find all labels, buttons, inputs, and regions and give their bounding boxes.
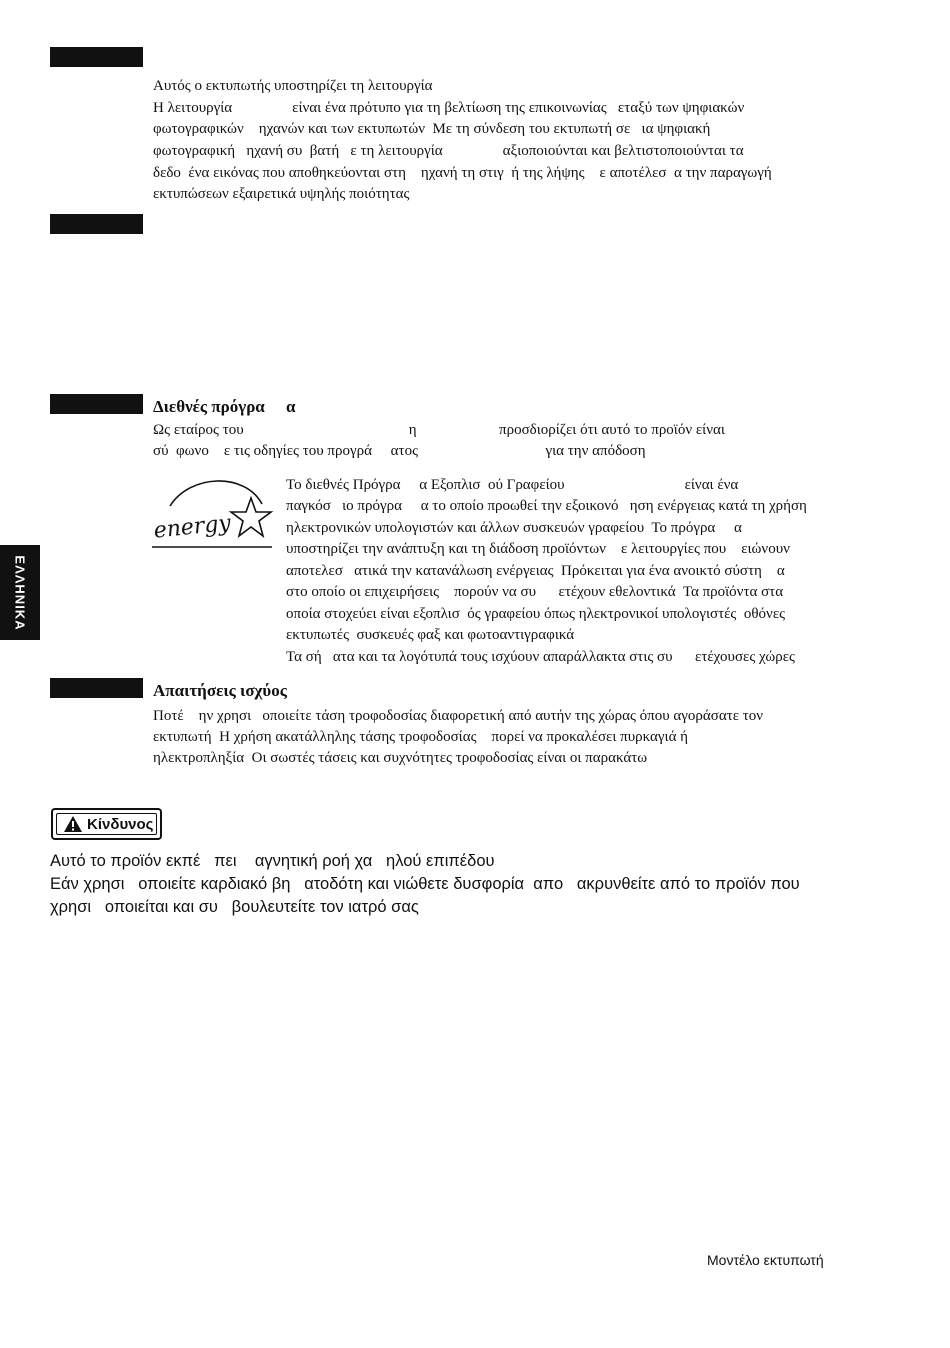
energy-body-line: εκτυπωτές συσκευές φαξ και φωτοαντιγραφικά xyxy=(286,627,575,643)
power-line: ηλεκτροπληξία Οι σωστές τάσεις και συχνότητες τροφοδοσίας είναι οι παρακάτω xyxy=(153,750,648,766)
power-line: εκτυπωτή Η χρήση ακατάλληλης τάσης τροφοδοσίας πορεί να προκαλέσει πυρκαγιά ή xyxy=(153,729,689,745)
intro-line: φωτογραφικών ηχανών και των εκτυπωτών Με τη σύνδεση του εκτυπωτή σε ια ψηφιακή xyxy=(153,121,711,137)
power-line: Ποτέ ην χρησι οποιείτε τάση τροφοδοσίας διαφορετική από αυτήν της χώρας όπου αγοράσατε τον xyxy=(153,708,764,724)
energy-body-line: Τα σή ατα και τα λογότυπά τους ισχύουν απαράλλακτα στις συ ετέχουσες χώρες xyxy=(286,649,795,665)
danger-line: χρησι οποιείται και συ βουλευτείτε τον ιατρό σας xyxy=(50,898,419,916)
energy-body-line: παγκόσ ιο πρόγρα α το οποίο προωθεί την εξοικονό ηση ενέργειας κατά τη χρήση xyxy=(286,498,807,514)
danger-label: Κίνδυνος xyxy=(87,815,154,833)
intro-line: δεδο ένα εικόνας που αποθηκεύονται στη ηχανή τη στιγ ή της λήψης ε αποτέλεσ α την παραγωγή xyxy=(153,165,772,181)
intro-line: Η λειτουργία είναι ένα πρότυπο για τη βελτίωση της επικοινωνίας εταξύ των ψηφιακών xyxy=(153,100,745,116)
partner-line: σύ φωνο ε τις οδηγίες του προγρά ατος για την απόδοση xyxy=(153,443,646,459)
danger-line: Αυτό το προϊόν εκπέ πει αγνητική ροή χα ηλού επιπέδου xyxy=(50,852,495,870)
power-heading: Απαιτήσεις ισχύος xyxy=(153,681,287,700)
energy-heading: Διεθνές πρόγρα α xyxy=(153,397,296,416)
intro-line: εκτυπώσεων εξαιρετικά υψηλής ποιότητας xyxy=(153,186,410,202)
energy-body-line: υποστηρίζει την ανάπτυξη και τη διάδοση προϊόντων ε λειτουργίες που ειώνουν xyxy=(286,541,790,557)
printer-model-label: Μοντέλο εκτυπωτή xyxy=(707,1252,824,1268)
danger-label-box xyxy=(51,808,162,840)
section-bar xyxy=(50,214,143,234)
section-bar xyxy=(50,47,143,67)
section-bar xyxy=(50,678,143,698)
partner-line: Ως εταίρος του η προσδιορίζει ότι αυτό το προϊόν είναι xyxy=(153,422,725,438)
intro-line: Αυτός ο εκτυπωτής υποστηρίζει τη λειτουργία xyxy=(153,78,433,94)
language-tab xyxy=(0,545,40,640)
energy-body-line: αποτελεσ ατικά την κατανάλωση ενέργειας Πρόκειται για ένα ανοικτό σύστη α xyxy=(286,563,785,579)
energy-body-line: στο οποίο οι επιχειρήσεις πορούν να συ ετέχουν εθελοντικά Τα προϊόντα στα xyxy=(286,584,784,600)
warning-triangle-icon xyxy=(63,815,83,833)
energy-body-line: Το διεθνές Πρόγρα α Εξοπλισ ού Γραφείου είναι ένα xyxy=(286,477,739,493)
energy-logo-text: energy xyxy=(152,510,232,544)
energy-body-line: ηλεκτρονικών υπολογιστών και άλλων συσκευών γραφείου Το πρόγρα α xyxy=(286,520,742,536)
danger-line: Εάν χρησι οποιείτε καρδιακό βη ατοδότη και νιώθετε δυσφορία απο ακρυνθείτε από το προϊόν που xyxy=(50,875,800,893)
energy-star-logo xyxy=(150,476,275,552)
intro-line: φωτογραφική ηχανή συ βατή ε τη λειτουργία αξιοποιούνται και βελτιστοποιούνται τα xyxy=(153,143,744,159)
section-bar xyxy=(50,394,143,414)
language-tab-label: ΕΛΛΗΝΙΚΑ xyxy=(12,554,28,631)
energy-body-line: οποία στοχεύει είναι εξοπλισ ός γραφείου όπως ηλεκτρονικοί υπολογιστές οθόνες xyxy=(286,606,786,622)
